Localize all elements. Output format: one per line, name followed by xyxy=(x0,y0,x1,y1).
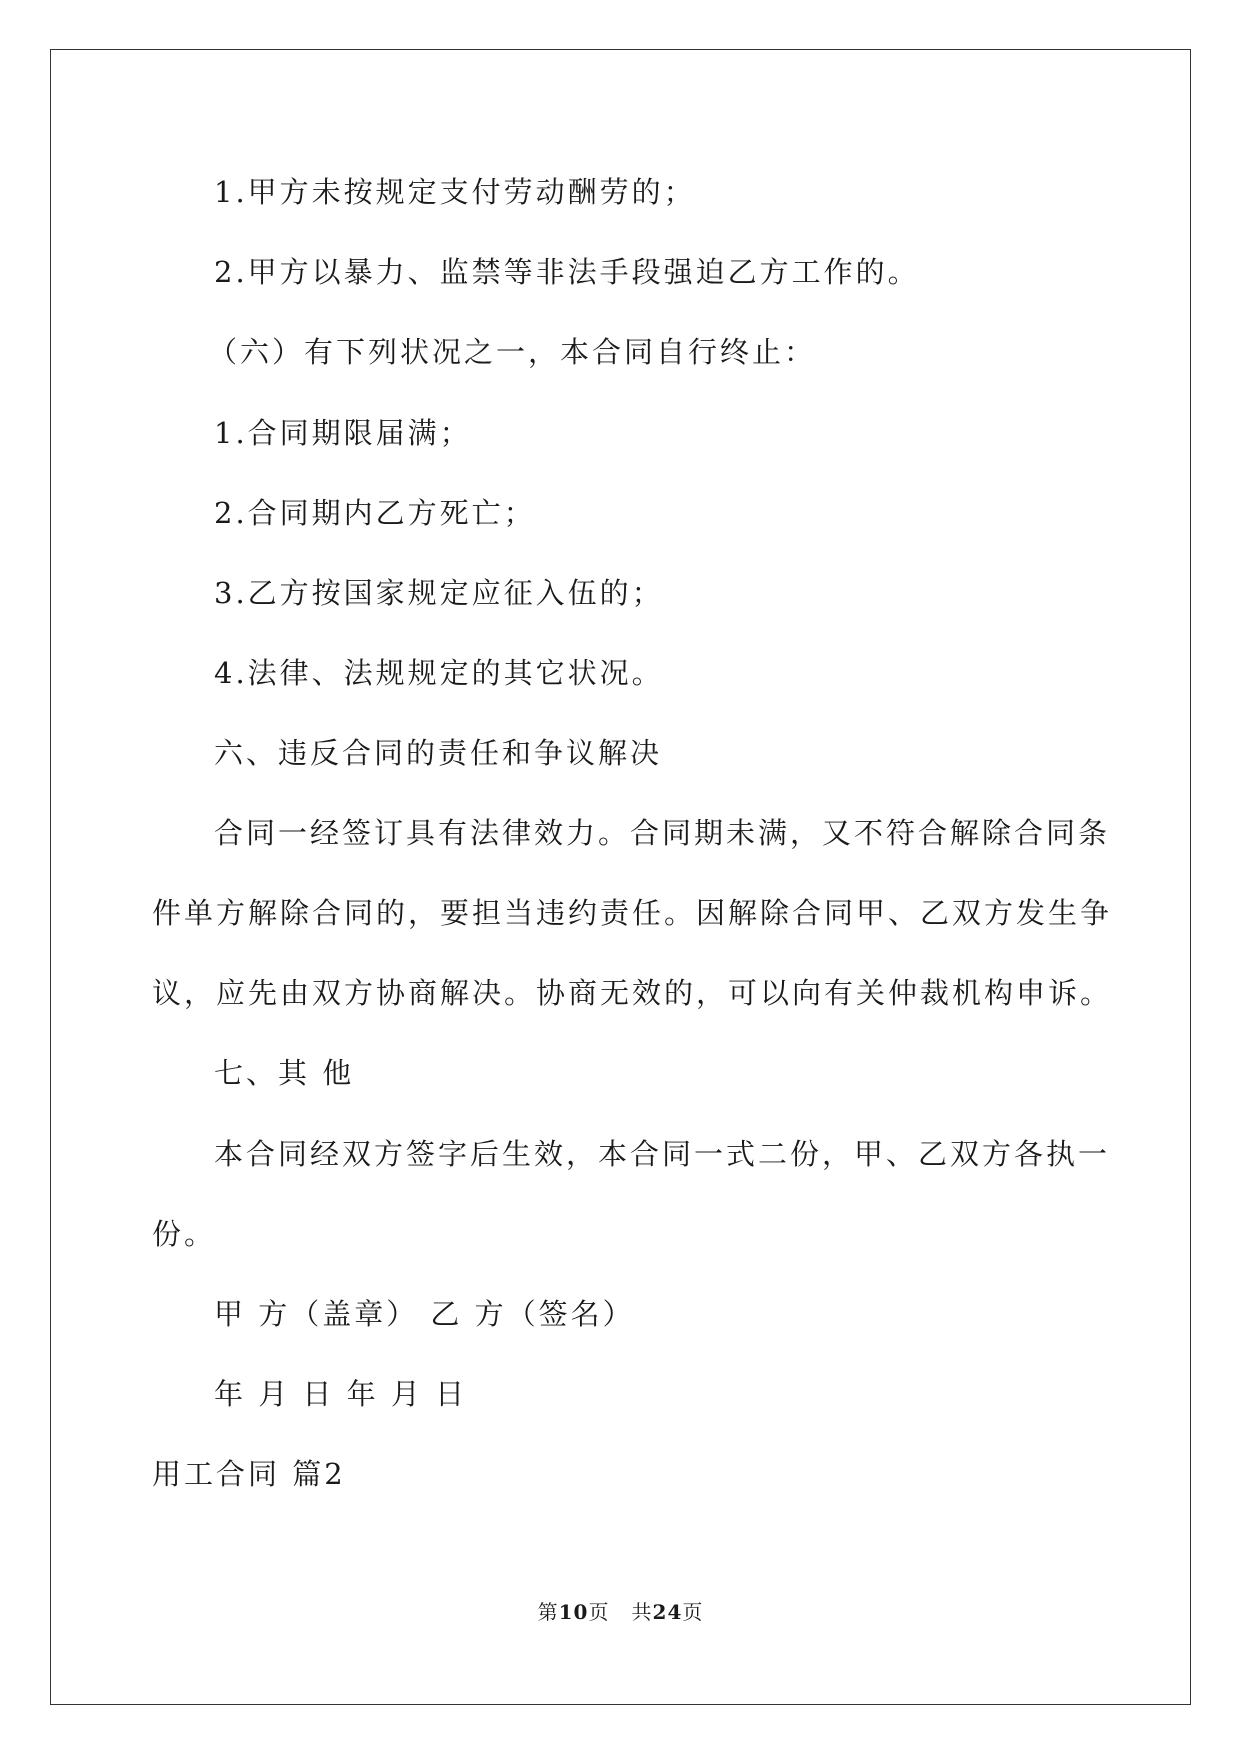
page-prefix: 第 xyxy=(537,1600,559,1624)
paragraph-line: 件单方解除合同的，要担当违约责任。因解除合同甲、乙双方发生争 xyxy=(152,896,1113,930)
total-prefix: 共 xyxy=(631,1600,653,1624)
clause-line: 1.合同期限届满； xyxy=(214,416,472,450)
page-number: 10 xyxy=(558,1600,589,1624)
contract-title: 用工合同 篇2 xyxy=(152,1457,346,1491)
page-suffix: 页 xyxy=(588,1600,610,1624)
section-heading: 六、违反合同的责任和争议解决 xyxy=(214,736,663,770)
section-heading: 七、其 他 xyxy=(214,1056,355,1090)
clause-heading: （六）有下列状况之一，本合同自行终止： xyxy=(208,335,817,369)
paragraph-line: 本合同经双方签字后生效，本合同一式二份，甲、乙双方各执一 xyxy=(214,1137,1111,1171)
paragraph-line: 议，应先由双方协商解决。协商无效的，可以向有关仲裁机构申诉。 xyxy=(152,976,1113,1010)
clause-line: 2.合同期内乙方死亡； xyxy=(214,496,536,530)
signature-line: 甲 方（盖章） 乙 方（签名） xyxy=(214,1297,635,1331)
paragraph-line: 合同一经签订具有法律效力。合同期未满，又不符合解除合同条 xyxy=(214,816,1111,850)
clause-line: 1.甲方未按规定支付劳动酬劳的； xyxy=(214,175,696,209)
clause-line: 3.乙方按国家规定应征入伍的； xyxy=(214,576,664,610)
clause-line: 2.甲方以暴力、监禁等非法手段强迫乙方工作的。 xyxy=(214,255,920,289)
page-footer xyxy=(0,1598,1241,1626)
total-suffix: 页 xyxy=(682,1600,704,1624)
paragraph-line: 份。 xyxy=(152,1217,217,1251)
total-pages: 24 xyxy=(652,1600,683,1624)
clause-line: 4.法律、法规规定的其它状况。 xyxy=(214,656,664,690)
date-line: 年 月 日 年 月 日 xyxy=(214,1377,468,1411)
